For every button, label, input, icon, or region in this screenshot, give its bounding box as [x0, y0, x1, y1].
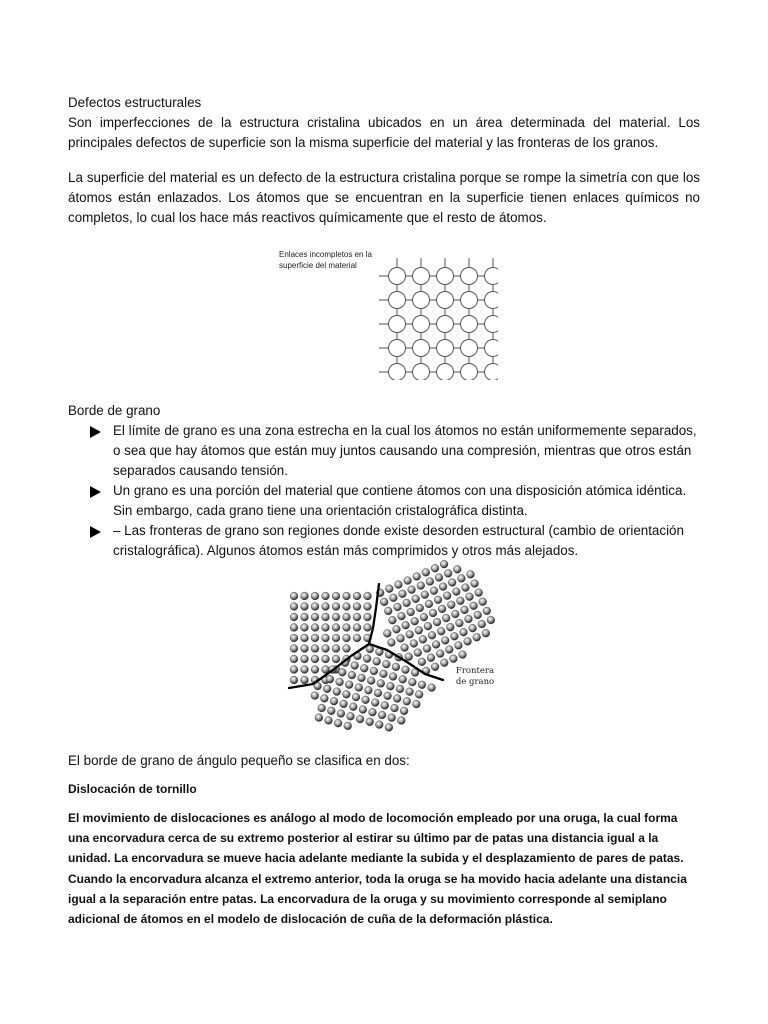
atom [447, 601, 455, 609]
atom [311, 692, 319, 700]
atom [353, 603, 361, 611]
atom [427, 654, 435, 662]
bullet-list-borde-grano [88, 421, 700, 561]
atom [364, 613, 372, 621]
atom [365, 686, 373, 694]
atom [471, 580, 479, 588]
atom [322, 655, 330, 663]
atom [437, 364, 454, 381]
atom [344, 722, 352, 730]
figure1-caption: Enlaces incompletos en la superficie del material [279, 250, 372, 270]
atom [459, 651, 467, 659]
atom [407, 608, 415, 616]
atom [311, 603, 319, 611]
atom [467, 571, 475, 579]
atom [461, 316, 478, 333]
atom [311, 613, 319, 621]
paragraph-dislocacion: El movimiento de dislocaciones es análogo al modo de locomoción empleado por una oruga, la cual forma una encorvadura cerca de su extremo posterior al estirar su último par de patas una distancia igual a la unidad. La encorvadura se mueve hacia adelante mediante la subida y el desplazamiento de pares de patas. Cuando la encorvadura alcanza el extremo anterior, toda la oruga se ha movido hacia adelante una distancia igual a la separación entre patas. La encorvadura de la oruga y su movimiento corresponde al semiplano adicional de átomos en el modelo de dislocación de cuña de la deformación plástica. [68, 811, 687, 927]
atom [322, 603, 330, 611]
atom [301, 592, 309, 600]
atom [443, 592, 451, 600]
atom [445, 646, 453, 654]
atom [301, 666, 309, 674]
atom [417, 582, 425, 590]
atom [413, 700, 421, 708]
atom [311, 666, 319, 674]
atom [478, 620, 486, 628]
atom [485, 316, 499, 333]
atom [369, 708, 377, 716]
atom [436, 650, 444, 658]
atom [301, 603, 309, 611]
atom [413, 340, 430, 357]
atom [426, 578, 434, 586]
atom [430, 587, 438, 595]
atom [396, 685, 404, 693]
atom [290, 666, 298, 674]
atom [385, 585, 393, 593]
atom [359, 706, 367, 714]
atom [301, 634, 309, 642]
atom [332, 645, 340, 653]
atom [408, 586, 416, 594]
atom [431, 564, 439, 572]
arrow-bullet-icon [90, 426, 101, 438]
atom [348, 671, 356, 679]
atom [290, 645, 298, 653]
paragraph-clasificacion: El borde de grano de ángulo pequeño se clasifica en dos: [68, 753, 410, 768]
atom [343, 592, 351, 600]
atom [364, 624, 372, 632]
atom [461, 268, 478, 285]
atom [381, 702, 389, 710]
atom [487, 616, 495, 624]
atom [461, 340, 478, 357]
atom [323, 685, 331, 693]
atom [404, 577, 412, 585]
atom [470, 602, 478, 610]
atom [485, 268, 499, 285]
atom [370, 667, 378, 675]
atom [406, 631, 414, 639]
atom [351, 662, 359, 670]
atom [425, 600, 433, 608]
atom [437, 316, 454, 333]
atom [343, 645, 351, 653]
atom [364, 592, 372, 600]
atom [332, 655, 340, 663]
figure2-caption: Frontera de grano [455, 666, 495, 687]
atom [439, 583, 447, 591]
atom [301, 624, 309, 632]
atom [448, 579, 456, 587]
atom [332, 603, 340, 611]
atom [399, 590, 407, 598]
atom [326, 675, 334, 683]
atom [413, 268, 430, 285]
atom [352, 693, 360, 701]
atom [375, 721, 383, 729]
atom [432, 641, 440, 649]
atom [311, 645, 319, 653]
atom [290, 603, 298, 611]
atom [345, 681, 353, 689]
atom [466, 593, 474, 601]
atom [353, 613, 361, 621]
atom [403, 599, 411, 607]
atom [428, 684, 436, 692]
section-title-defectos: Defectos estructurales [68, 95, 202, 110]
atom [290, 624, 298, 632]
atom [290, 634, 298, 642]
atom [479, 598, 487, 606]
atom [338, 668, 346, 676]
atom [322, 592, 330, 600]
arrow-bullet-icon [90, 486, 101, 498]
atom [380, 598, 388, 606]
atom [343, 624, 351, 632]
atom [377, 680, 385, 688]
atom [393, 695, 401, 703]
atom [403, 697, 411, 705]
atom [384, 692, 392, 700]
atom [412, 595, 420, 603]
atom [358, 674, 366, 682]
atom [301, 676, 309, 684]
atom [400, 707, 408, 715]
atom [424, 622, 432, 630]
atom [322, 613, 330, 621]
atom [473, 633, 481, 641]
atom [456, 619, 464, 627]
atom [475, 589, 483, 597]
atom [409, 678, 417, 686]
atom [485, 364, 499, 381]
atom [444, 570, 452, 578]
atom [330, 697, 338, 705]
subtitle-dislocacion-tornillo: Dislocación de tornillo [68, 782, 197, 796]
atom [394, 603, 402, 611]
atom [388, 639, 396, 647]
atom [482, 629, 490, 637]
paragraph-definicion: Son imperfecciones de la estructura cristalina ubicados en un área determinada del material. Los principales defectos de superficie son la misma superficie del material y las fronteras de los granos. [68, 115, 700, 150]
atom [437, 292, 454, 309]
atom [290, 655, 298, 663]
atom [405, 653, 413, 661]
atom [390, 594, 398, 602]
atom [340, 700, 348, 708]
atom [413, 573, 421, 581]
atom [311, 634, 319, 642]
atom [397, 717, 405, 725]
atom [435, 574, 443, 582]
atom [327, 707, 335, 715]
atom [337, 710, 345, 718]
atom [387, 682, 395, 690]
atom [343, 603, 351, 611]
atom [322, 645, 330, 653]
atom [460, 628, 468, 636]
atom [389, 340, 406, 357]
atom [397, 635, 405, 643]
atom [301, 645, 309, 653]
atom [378, 711, 386, 719]
atom [395, 581, 403, 589]
atom [413, 316, 430, 333]
atom [389, 316, 406, 333]
atom [392, 663, 400, 671]
atom [415, 626, 423, 634]
paragraph-superficie: La superficie del material es un defecto de la estructura cristalina porque se rompe la simetría con que los átomos están enlazados. Los átomos que se encuentran en la superficie tienen enlaces químicos no completos, lo cual los hace más reactivos químicamente que el resto de átomos. [68, 170, 700, 225]
atom [474, 611, 482, 619]
atom [421, 591, 429, 599]
atom [437, 627, 445, 635]
atom [356, 715, 364, 723]
atom [389, 292, 406, 309]
atom [402, 666, 410, 674]
atom [451, 610, 459, 618]
atom [453, 565, 461, 573]
atom [393, 625, 401, 633]
atom [452, 588, 460, 596]
atom [388, 714, 396, 722]
bullet-item: Un grano es una porción del material que contiene átomos con una disposición atómica idéntica. Sin embargo, cada grano tiene una orientación cristalográfica distinta. [88, 481, 700, 521]
atom [416, 604, 424, 612]
atom [418, 658, 426, 666]
atom [311, 624, 319, 632]
atom [290, 613, 298, 621]
atom [401, 644, 409, 652]
atom [383, 630, 391, 638]
atom [322, 634, 330, 642]
atom [406, 688, 414, 696]
atom [290, 676, 298, 684]
atom [415, 691, 423, 699]
atom [360, 664, 368, 672]
atom [318, 704, 326, 712]
atom [458, 575, 466, 583]
section-title-borde-grano: Borde de grano [68, 403, 161, 418]
atom [367, 677, 375, 685]
atom [438, 605, 446, 613]
atom [353, 592, 361, 600]
atom [437, 268, 454, 285]
atom [332, 634, 340, 642]
atom [389, 616, 397, 624]
atom [437, 340, 454, 357]
atom [382, 660, 390, 668]
atom [450, 655, 458, 663]
atom [301, 613, 309, 621]
atom [398, 612, 406, 620]
atom [441, 637, 449, 645]
atom [355, 684, 363, 692]
atom [343, 634, 351, 642]
figure-grain-boundary [283, 558, 523, 732]
atom [464, 638, 472, 646]
atom [380, 670, 388, 678]
atom [428, 631, 436, 639]
atom [485, 340, 499, 357]
atom [373, 658, 381, 666]
atom [321, 695, 329, 703]
atom [332, 613, 340, 621]
bullet-item: – Las fronteras de grano son regiones donde existe desorden estructural (cambio de orientación cristalográfica). Algunos átomos están más comprimidos y otros más alejados. [88, 521, 700, 561]
figure-surface-atoms [276, 246, 498, 380]
atom [465, 615, 473, 623]
atom [429, 609, 437, 617]
atom [420, 613, 428, 621]
atom [418, 681, 426, 689]
atom [322, 624, 330, 632]
atom [451, 632, 459, 640]
atom [442, 614, 450, 622]
atom-lattice-diagram [276, 246, 498, 380]
atom [385, 724, 393, 732]
atom [414, 649, 422, 657]
atom [419, 636, 427, 644]
atom [311, 655, 319, 663]
atom [461, 364, 478, 381]
atom [334, 719, 342, 727]
atom [315, 714, 323, 722]
atom [332, 592, 340, 600]
atom [399, 675, 407, 683]
atom [363, 655, 371, 663]
atom [332, 624, 340, 632]
atom [446, 623, 454, 631]
atom [485, 292, 499, 309]
atom [434, 596, 442, 604]
atom [389, 673, 397, 681]
atom [364, 603, 372, 611]
atom [353, 634, 361, 642]
atom [455, 642, 463, 650]
atom [389, 268, 406, 285]
atom [349, 703, 357, 711]
atom [422, 569, 430, 577]
atom [366, 718, 374, 726]
atom [374, 689, 382, 697]
atom [423, 645, 431, 653]
atom [311, 592, 319, 600]
atom [301, 655, 309, 663]
atom [290, 592, 298, 600]
atom [325, 717, 333, 725]
atom [389, 364, 406, 381]
atom [384, 607, 392, 615]
atom [391, 704, 399, 712]
atom [343, 690, 351, 698]
atom [457, 597, 465, 605]
bullet-item: El límite de grano es una zona estrecha en la cual los átomos no están uniformemente separados, o sea que hay átomos que están muy juntos causando una compresión, mientras que otros están separados causando tensión. [88, 421, 700, 481]
atom [347, 712, 355, 720]
atom [333, 688, 341, 696]
arrow-bullet-icon [90, 526, 101, 538]
atom [433, 618, 441, 626]
atom [462, 584, 470, 592]
atom [353, 624, 361, 632]
atom [461, 606, 469, 614]
atom [431, 663, 439, 671]
atom [413, 364, 430, 381]
atom [336, 678, 344, 686]
grain-boundary-line [369, 584, 379, 644]
atom [469, 624, 477, 632]
atom [402, 621, 410, 629]
atom [483, 607, 491, 615]
atom [413, 292, 430, 309]
atom [461, 292, 478, 309]
atom [440, 560, 448, 568]
grain-boundary-diagram [283, 558, 523, 732]
atom [371, 699, 379, 707]
atom [410, 640, 418, 648]
atom [411, 617, 419, 625]
atom [343, 613, 351, 621]
atom [362, 696, 370, 704]
